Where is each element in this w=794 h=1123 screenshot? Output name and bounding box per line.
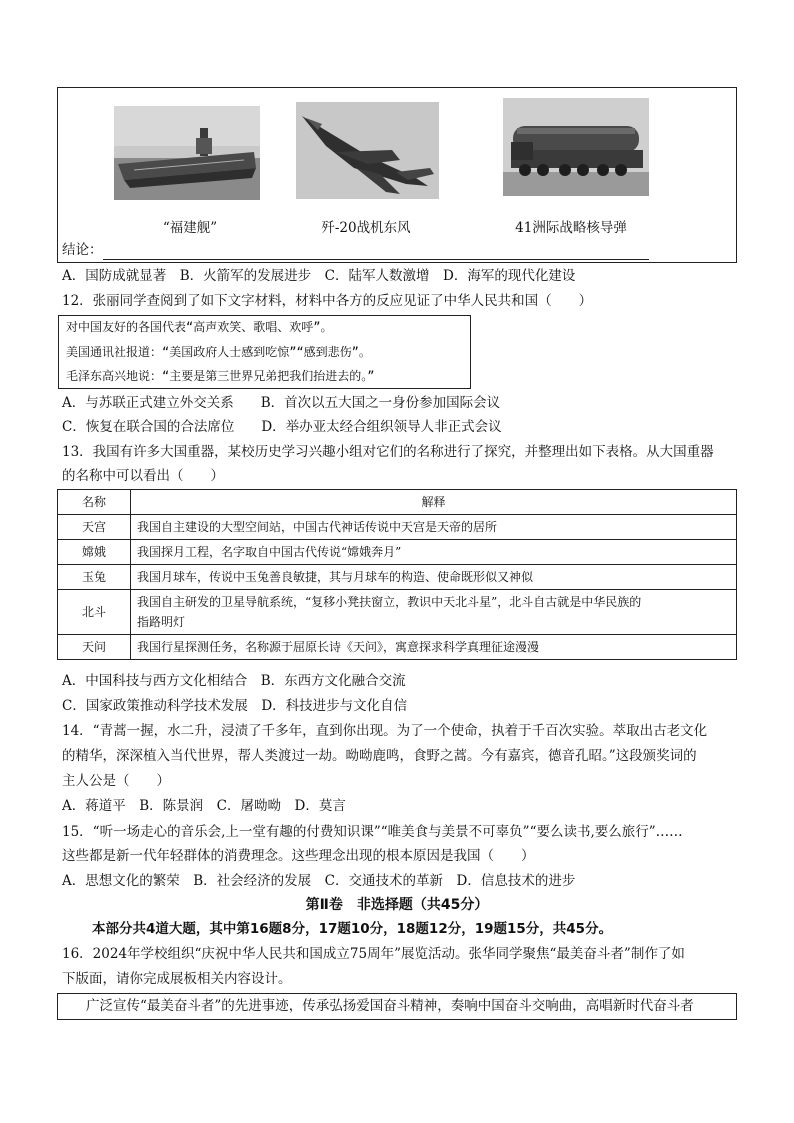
part2-subtitle: 本部分共4道大题，其中第16题8分，17题10分，18题12分，19题15分，共45分。 (92, 921, 613, 937)
row-desc (131, 590, 737, 635)
q12-quote-1: 对中国友好的各国代表“高声欢笑、歌唱、欢呼”。 (66, 320, 333, 334)
row-name: 天宫 (58, 515, 131, 540)
table-row (58, 565, 737, 590)
q13-stem-2: 的名称中可以看出（ ） (62, 468, 224, 484)
q12-options-1: A．与苏联正式建立外交关系 B．首次以五大国之一身份参加国际会议 (62, 395, 501, 411)
q14-options: A．蒋道平 B．陈景润 C．屠呦呦 D．莫言 (62, 798, 346, 814)
q14-line-2: 的精华，深深植入当代世界，帮人类渡过一劫。呦呦鹿鸣，食野之蒿。今有嘉宾，德音孔昭。”这段颁奖词的 (62, 748, 697, 764)
row-desc: 我国探月工程，名字取自中国古代传说“嫦娥奔月” (131, 540, 737, 565)
q14-line-1: 14．“青蒿一握，水二升，浸渍了千多年，直到你出现。为了一个使命，执着于千百次实验。萃取出古老文化 (62, 723, 708, 739)
row-name: 北斗 (58, 590, 131, 635)
row-desc-line-1: 我国自主研发的卫星导航系统，“复移小凳扶窗立，教识中天北斗星”，北斗自古就是中华民族的 (137, 595, 642, 609)
row-name: 嫦娥 (58, 540, 131, 565)
q12-quote-2: 美国通讯社报道：“美国政府人士感到吃惊”“感到悲伤”。 (66, 345, 371, 359)
row-name: 天问 (58, 635, 131, 660)
q15-line-2: 这些都是新一代年轻群体的消费理念。这些理念出现的根本原因是我国（ ） (62, 848, 535, 864)
q15-line-1: 15．“听一场走心的音乐会,上一堂有趣的付费知识课”“唯美食与美景不可辜负”“要么读书,要么旅行”…… (62, 824, 683, 840)
q14-line-3: 主人公是（ ） (62, 773, 170, 789)
carrier-photo (114, 106, 260, 200)
carrier-caption: “福建舰” (162, 220, 218, 236)
q12-quote-3: 毛泽东高兴地说：“主要是第三世界兄弟把我们抬进去的。” (66, 369, 375, 383)
row-desc: 我国月球车，传说中玉兔善良敏捷，其与月球车的构造、使命既形似又神似 (131, 565, 737, 590)
missile-caption: 41洲际战略核导弹 (515, 220, 627, 236)
row-desc-line-2: 指路明灯 (137, 615, 186, 629)
q16-line-1: 16．2024年学校组织“庆祝中华人民共和国成立75周年”展览活动。张华同学聚焦“最美奋斗者”制作了如 (62, 946, 685, 962)
table-header-row (58, 490, 737, 515)
conclusion-blank[interactable] (103, 245, 649, 260)
header-name: 名称 (58, 490, 131, 515)
q12-stem: 12．张丽同学查阅到了如下文字材料，材料中各方的反应见证了中华人民共和国（ ） (62, 293, 593, 309)
row-desc: 我国行星探测任务，名称源于屈原长诗《天问》，寓意探求科学真理征途漫漫 (131, 635, 737, 660)
q16-board-text: 广泛宣传“最美奋斗者”的先进事迹，传承弘扬爱国奋斗精神，奏响中国奋斗交响曲，高唱新时代奋斗者 (86, 998, 694, 1014)
fighter-caption: 歼-20战机东风 (321, 220, 411, 236)
q13-options-2: C．国家政策推动科学技术发展 D．科技进步与文化自信 (62, 698, 408, 714)
table-row (58, 590, 737, 635)
table-row (58, 515, 737, 540)
table-row (58, 635, 737, 660)
q13-table (57, 489, 737, 660)
q13-options-1: A．中国科技与西方文化相结合 B．东西方文化融合交流 (62, 673, 406, 689)
row-desc: 我国自主建设的大型空间站，中国古代神话传说中天宫是天帝的居所 (131, 515, 737, 540)
part2-title: 第Ⅱ卷 非选择题（共45分） (305, 897, 489, 913)
q16-line-2: 下版面，请你完成展板相关内容设计。 (62, 971, 292, 987)
q15-options: A．思想文化的繁荣 B．社会经济的发展 C．交通技术的革新 D．信息技术的进步 (62, 873, 576, 889)
q11-options: A．国防成就显著 B．火箭军的发展进步 C．陆军人数激增 D．海军的现代化建设 (62, 268, 576, 284)
header-desc: 解释 (131, 490, 737, 515)
fighter-jet-photo (296, 102, 439, 199)
q13-stem-1: 13．我国有许多大国重器，某校历史学习兴趣小组对它们的名称进行了探究，并整理出如下表格。从大国重器 (62, 444, 714, 460)
table-row (58, 540, 737, 565)
conclusion-label: 结论： (62, 242, 103, 258)
q12-options-2: C．恢复在联合国的合法席位 D．举办亚太经合组织领导人非正式会议 (62, 419, 502, 435)
row-name: 玉兔 (58, 565, 131, 590)
missile-photo (503, 98, 649, 196)
conclusion-line (62, 240, 649, 260)
